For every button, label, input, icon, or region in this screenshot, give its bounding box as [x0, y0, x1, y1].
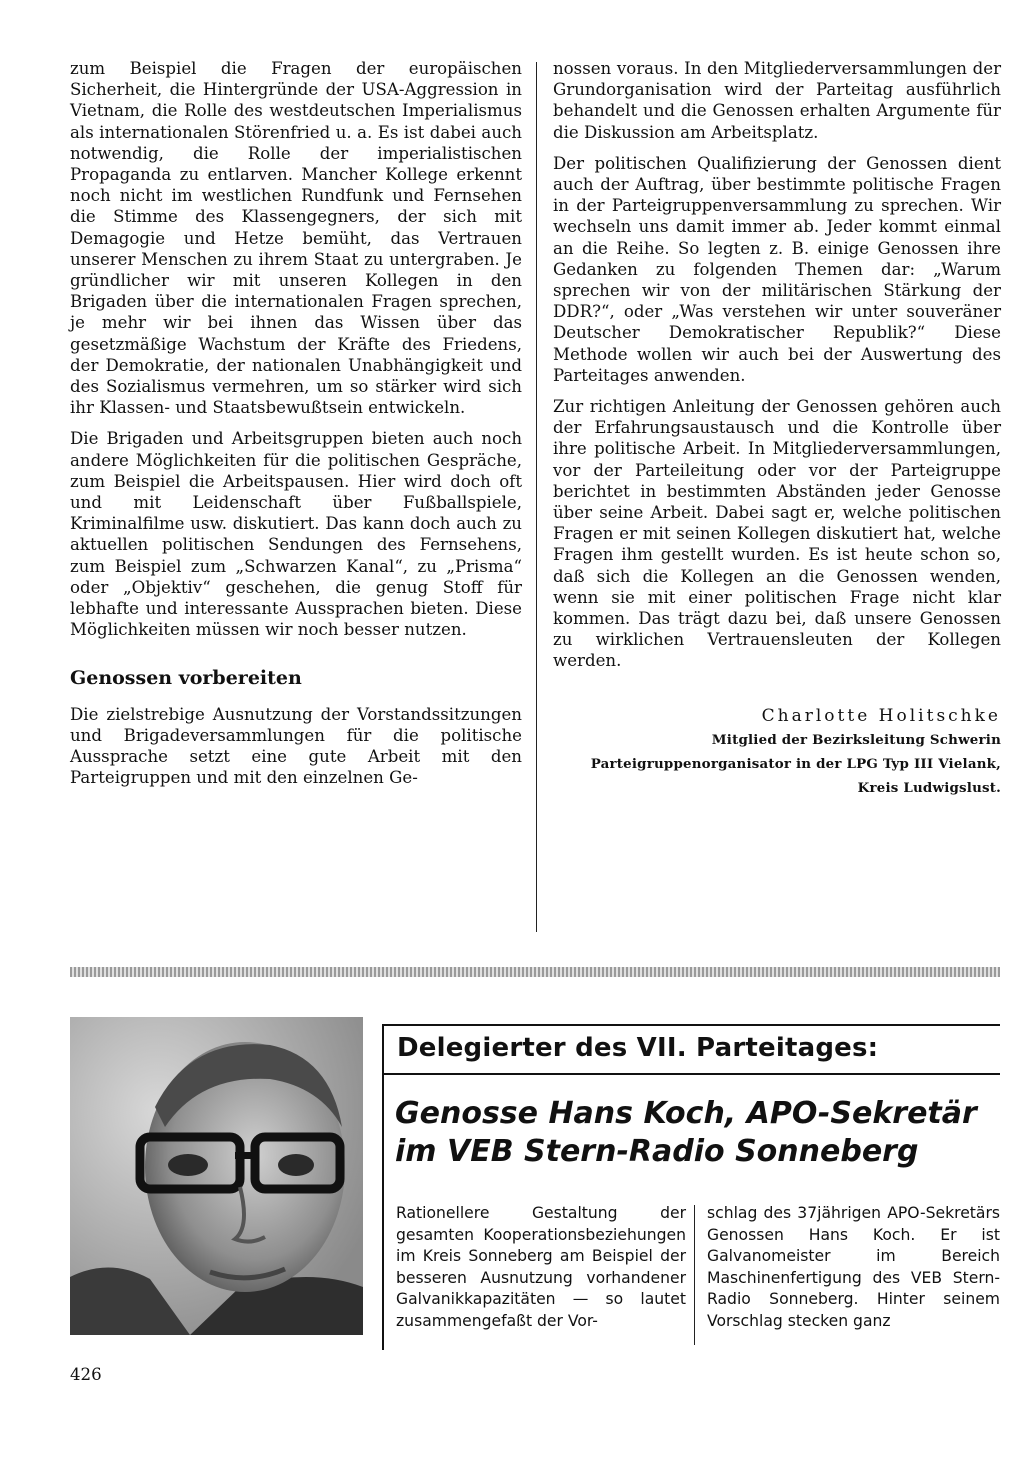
article-paragraph: Der politischen Qualifizierung der Genossen dient auch der Auftrag, über bestimmte politische Fragen in der Parteigruppenversammlung zu sprechen. Wir wechseln uns damit immer ab. Jeder kommt einmal an die Reihe. So legten z. B. einige Genossen ihre Gedanken zu folgenden Themen dar: „Warum sprechen wir von der militärischen Stärkung der DDR?“, oder „Was verstehen wir unter souveräner Deutscher Demokratischer Republik?“ Diese Methode wollen wir auch bei der Auswertung des Parteitages anwenden. — [553, 153, 1001, 385]
headline-line: Genosse Hans Koch, APO-Sekretär — [395, 1096, 977, 1131]
column-divider — [536, 62, 537, 932]
feature-kicker-rule — [382, 1073, 1000, 1075]
feature-kicker: Delegierter des VII. Parteitages: — [397, 1033, 879, 1063]
feature-headline — [395, 1095, 977, 1171]
author-name: Charlotte Holitschke — [761, 705, 1001, 726]
feature-text-left: Rationellere Gestaltung der gesamten Kooperationsbeziehungen im Kreis Sonneberg am Beispiel der besseren Ausnutzung vorhandener Galvanikkapazitäten — so lautet zusammengefaßt der Vor- — [396, 1204, 686, 1330]
feature-column-divider — [694, 1205, 695, 1345]
article-left-column — [70, 58, 522, 799]
article-right-column — [553, 58, 1001, 799]
feature-text-right: schlag des 37jährigen APO-Sekretärs Genossen Hans Koch. Er ist Galvanomeister im Bereich Maschinenfertigung des VEB Stern-Radio Sonneberg. Hinter seinem Vorschlag stecken ganz — [707, 1204, 1000, 1330]
article-paragraph: Zur richtigen Anleitung der Genossen gehören auch der Erfahrungsaustausch und die Kontrolle über ihre politische Arbeit. In Mitgliederversammlungen, vor der Parteileitung oder vor der Parteigruppe berichtet in bestimmten Abständen jeder Genosse über seine Arbeit. Dabei sagt er, welche politischen Fragen er mit seinen Kollegen diskutiert hat, welche Fragen ihm gestellt wurden. Es ist heute schon so, daß sich die Kollegen an die Genossen wenden, wenn sie mit einer politischen Frage nicht klar kommen. Das trägt dazu bei, daß unsere Genossen zu wirklichen Vertrauensleuten der Kollegen werden. — [553, 397, 1001, 671]
headline-line: im VEB Stern-Radio Sonneberg — [395, 1134, 919, 1169]
affiliation-line: Parteigruppenorganisator in der LPG Typ III Vielank, — [590, 755, 1001, 772]
page-number: 426 — [70, 1365, 102, 1384]
section-subheading: Genossen vorbereiten — [70, 667, 302, 690]
article-paragraph: Die zielstrebige Ausnutzung der Vorstandssitzungen und Brigadeversammlungen für die politische Aussprache setzt eine gute Arbeit mit den Parteigruppen und mit den einzelnen Ge- — [70, 704, 522, 788]
article-paragraph: Die Brigaden und Arbeitsgruppen bieten auch noch andere Möglichkeiten für die politischen Gespräche, zum Beispiel die Arbeitspausen. Hier wird doch oft und mit Leidenschaft über Fußballspiele, Kriminalfilme usw. diskutiert. Das kann doch auch zu aktuellen politischen Sendungen des Fernsehens, zum Beispiel zum „Schwarzen Kanal“, zu „Prisma“ oder „Objektiv“ geschehen, die genug Stoff für lebhafte und interessante Aussprachen bieten. Diese Möglichkeiten müssen wir noch besser nutzen. — [70, 429, 522, 640]
feature-box-top-rule — [382, 1024, 1000, 1026]
article-paragraph: zum Beispiel die Fragen der europäischen Sicherheit, die Hintergründe der USA-Aggression in Vietnam, die Rolle des westdeutschen Imperialismus als internationalen Störenfried u. a. Es ist dabei auch notwendig, die Rolle der imperialistischen Propaganda zu entlarven. Mancher Kollege erkennt noch nicht im westlichen Rundfunk und Fernsehen die Stimme des Klassengegners, der sich mit Demagogie und Hetze bemüht, das Vertrauen unserer Menschen zu ihrem Staat zu untergraben. Je gründlicher wir mit unseren Kollegen in den Brigaden über die internationalen Fragen sprechen, je mehr wir bei ihnen das Wissen über das gesetzmäßige Wachstum der Kräfte des Friedens, der Demokratie, der nationalen Unabhängigkeit und des Sozialismus vermehren, um so stärker wird sich ihr Klassen- und Staatsbewußtsein entwickeln. — [70, 59, 522, 418]
portrait-photo — [70, 1017, 363, 1335]
affiliation-line: Kreis Ludwigslust. — [857, 779, 1001, 796]
section-separator — [70, 967, 1000, 977]
article-paragraph: nossen voraus. In den Mitgliederversammlungen der Grundorganisation wird der Parteitag ausführlich behandelt und die Genossen erhalten Argumente für die Diskussion am Arbeitsplatz. — [553, 59, 1001, 142]
author-affiliation — [553, 729, 1001, 799]
affiliation-line: Mitglied der Bezirksleitung Schwerin — [711, 731, 1001, 748]
